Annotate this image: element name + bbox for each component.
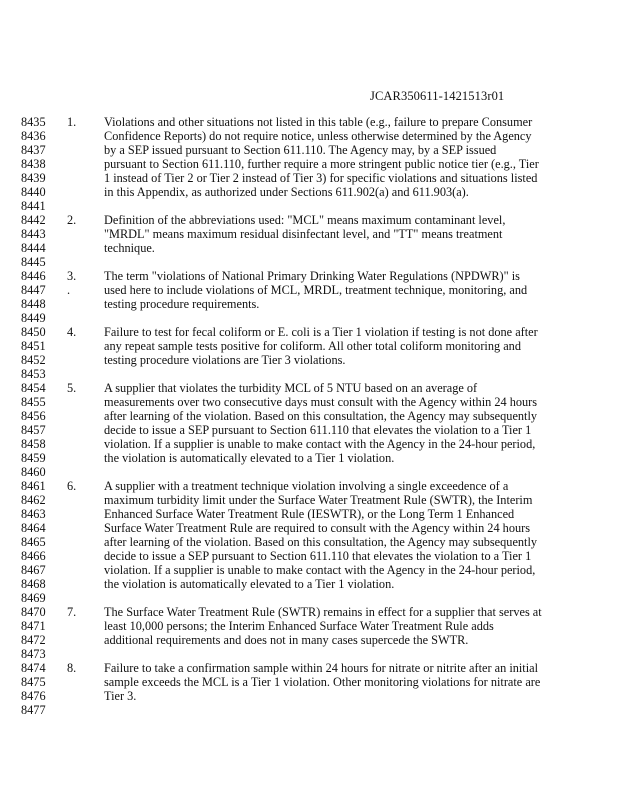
document-line — [0, 689, 618, 703]
item-number: 4. — [67, 325, 77, 339]
item-number: 2. — [67, 213, 77, 227]
document-line — [0, 367, 618, 381]
line-text: in this Appendix, as authorized under Sections 611.902(a) and 611.903(a). — [104, 185, 469, 199]
document-line — [0, 591, 618, 605]
document-line — [0, 493, 618, 507]
line-text: Enhanced Surface Water Treatment Rule (IESWTR), or the Long Term 1 Enhanced — [104, 507, 515, 521]
document-line — [0, 451, 618, 465]
line-text: Failure to take a confirmation sample within 24 hours for nitrate or nitrite after an initial — [104, 661, 539, 675]
line-number: 8439 — [21, 171, 46, 185]
line-number: 8438 — [21, 157, 46, 171]
document-line — [0, 255, 618, 269]
line-text: measurements over two consecutive days must consult with the Agency within 24 hours — [104, 395, 538, 409]
line-text: sample exceeds the MCL is a Tier 1 violation. Other monitoring violations for nitrate are — [104, 675, 541, 689]
line-number: 8473 — [21, 647, 46, 661]
document-line — [0, 213, 618, 227]
document-line — [0, 549, 618, 563]
document-line — [0, 325, 618, 339]
numbered-text-body — [0, 115, 618, 717]
document-line — [0, 563, 618, 577]
document-line — [0, 703, 618, 717]
line-text: maximum turbidity limit under the Surface Water Treatment Rule (SWTR), the Interim — [104, 493, 533, 507]
line-text: Surface Water Treatment Rule are required to consult with the Agency within 24 hours — [104, 521, 531, 535]
document-line — [0, 647, 618, 661]
line-text: used here to include violations of MCL, MRDL, treatment technique, monitoring, and — [104, 283, 528, 297]
document-line — [0, 171, 618, 185]
line-number: 8471 — [21, 619, 46, 633]
document-line — [0, 143, 618, 157]
line-number: 8450 — [21, 325, 46, 339]
document-line — [0, 185, 618, 199]
line-number: 8469 — [21, 591, 46, 605]
document-line — [0, 465, 618, 479]
line-text: Confidence Reports) do not require notice, unless otherwise determined by the Agency — [104, 129, 532, 143]
line-number: 8446 — [21, 269, 46, 283]
line-number: 8476 — [21, 689, 46, 703]
line-text: "MRDL" means maximum residual disinfectant level, and "TT" means treatment — [104, 227, 503, 241]
line-text: least 10,000 persons; the Interim Enhanced Surface Water Treatment Rule adds — [104, 619, 494, 633]
document-line — [0, 297, 618, 311]
line-text: The Surface Water Treatment Rule (SWTR) remains in effect for a supplier that serves at — [104, 605, 542, 619]
line-number: 8477 — [21, 703, 46, 717]
document-line — [0, 521, 618, 535]
line-number: 8460 — [21, 465, 46, 479]
line-text: pursuant to Section 611.110, further require a more stringent public notice tier (e.g., Tier — [104, 157, 539, 171]
line-text: decide to issue a SEP pursuant to Section 611.110 that elevates the violation to a Tier 1 — [104, 423, 532, 437]
document-line — [0, 577, 618, 591]
document-line — [0, 423, 618, 437]
document-line — [0, 661, 618, 675]
line-text: after learning of the violation. Based on this consultation, the Agency may subsequently — [104, 409, 538, 423]
line-text: violation. If a supplier is unable to make contact with the Agency in the 24-hour period, — [104, 437, 536, 451]
line-text: any repeat sample tests positive for coliform. All other total coliform monitoring and — [104, 339, 521, 353]
line-number: 8437 — [21, 143, 46, 157]
document-line — [0, 479, 618, 493]
line-number: 8448 — [21, 297, 46, 311]
line-text: A supplier that violates the turbidity MCL of 5 NTU based on an average of — [104, 381, 478, 395]
document-line — [0, 409, 618, 423]
line-number: 8453 — [21, 367, 46, 381]
document-line — [0, 227, 618, 241]
line-text: A supplier with a treatment technique violation involving a single exceedence of a — [104, 479, 509, 493]
document-line — [0, 535, 618, 549]
line-number: 8463 — [21, 507, 46, 521]
line-number: 8444 — [21, 241, 46, 255]
line-text: Definition of the abbreviations used: "MCL" means maximum contaminant level, — [104, 213, 506, 227]
line-number: 8470 — [21, 605, 46, 619]
line-text: 1 instead of Tier 2 or Tier 2 instead of Tier 3) for specific violations and situations listed — [104, 171, 538, 185]
document-line — [0, 129, 618, 143]
line-text: additional requirements and does not in many cases supercede the SWTR. — [104, 633, 469, 647]
line-text: technique. — [104, 241, 155, 255]
document-line — [0, 157, 618, 171]
document-line — [0, 395, 618, 409]
line-number: 8440 — [21, 185, 46, 199]
line-number: 8449 — [21, 311, 46, 325]
item-number: 6. — [67, 479, 77, 493]
line-text: The term "violations of National Primary Drinking Water Regulations (NPDWR)" is — [104, 269, 520, 283]
line-number: 8445 — [21, 255, 46, 269]
line-number: 8467 — [21, 563, 46, 577]
document-line — [0, 675, 618, 689]
line-number: 8472 — [21, 633, 46, 647]
line-number: 8456 — [21, 409, 46, 423]
document-line — [0, 241, 618, 255]
line-number: 8454 — [21, 381, 46, 395]
line-text: decide to issue a SEP pursuant to Section 611.110 that elevates the violation to a Tier 1 — [104, 549, 532, 563]
document-line — [0, 605, 618, 619]
line-number: 8474 — [21, 661, 46, 675]
document-line — [0, 199, 618, 213]
document-line — [0, 619, 618, 633]
document-line — [0, 381, 618, 395]
document-line — [0, 283, 618, 297]
document-id-header: JCAR350611-1421513r01 — [370, 89, 505, 103]
line-text: testing procedure violations are Tier 3 violations. — [104, 353, 346, 367]
document-line — [0, 507, 618, 521]
line-number: 8461 — [21, 479, 46, 493]
item-number: 1. — [67, 115, 77, 129]
document-line — [0, 115, 618, 129]
item-number: 3. — [67, 269, 77, 283]
line-number: 8458 — [21, 437, 46, 451]
line-number: 8441 — [21, 199, 46, 213]
line-number: 8464 — [21, 521, 46, 535]
line-text: testing procedure requirements. — [104, 297, 260, 311]
line-number: 8451 — [21, 339, 46, 353]
item-number: . — [67, 283, 71, 297]
line-number: 8442 — [21, 213, 46, 227]
document-line — [0, 339, 618, 353]
line-text: Tier 3. — [104, 689, 137, 703]
line-number: 8435 — [21, 115, 46, 129]
line-number: 8466 — [21, 549, 46, 563]
line-text: Violations and other situations not listed in this table (e.g., failure to prepare Consumer — [104, 115, 533, 129]
line-text: by a SEP issued pursuant to Section 611.110. The Agency may, by a SEP issued — [104, 143, 497, 157]
line-text: the violation is automatically elevated to a Tier 1 violation. — [104, 451, 395, 465]
item-number: 8. — [67, 661, 77, 675]
line-number: 8436 — [21, 129, 46, 143]
document-line — [0, 437, 618, 451]
line-number: 8457 — [21, 423, 46, 437]
document-line — [0, 633, 618, 647]
line-number: 8452 — [21, 353, 46, 367]
line-number: 8455 — [21, 395, 46, 409]
document-line — [0, 353, 618, 367]
line-text: the violation is automatically elevated to a Tier 1 violation. — [104, 577, 395, 591]
item-number: 5. — [67, 381, 77, 395]
line-text: after learning of the violation. Based on this consultation, the Agency may subsequently — [104, 535, 538, 549]
line-number: 8447 — [21, 283, 46, 297]
document-line — [0, 311, 618, 325]
line-number: 8465 — [21, 535, 46, 549]
line-number: 8462 — [21, 493, 46, 507]
line-number: 8459 — [21, 451, 46, 465]
item-number: 7. — [67, 605, 77, 619]
line-text: Failure to test for fecal coliform or E. coli is a Tier 1 violation if testing is not done after — [104, 325, 538, 339]
line-text: violation. If a supplier is unable to make contact with the Agency in the 24-hour period, — [104, 563, 536, 577]
line-number: 8468 — [21, 577, 46, 591]
line-number: 8475 — [21, 675, 46, 689]
document-line — [0, 269, 618, 283]
line-number: 8443 — [21, 227, 46, 241]
